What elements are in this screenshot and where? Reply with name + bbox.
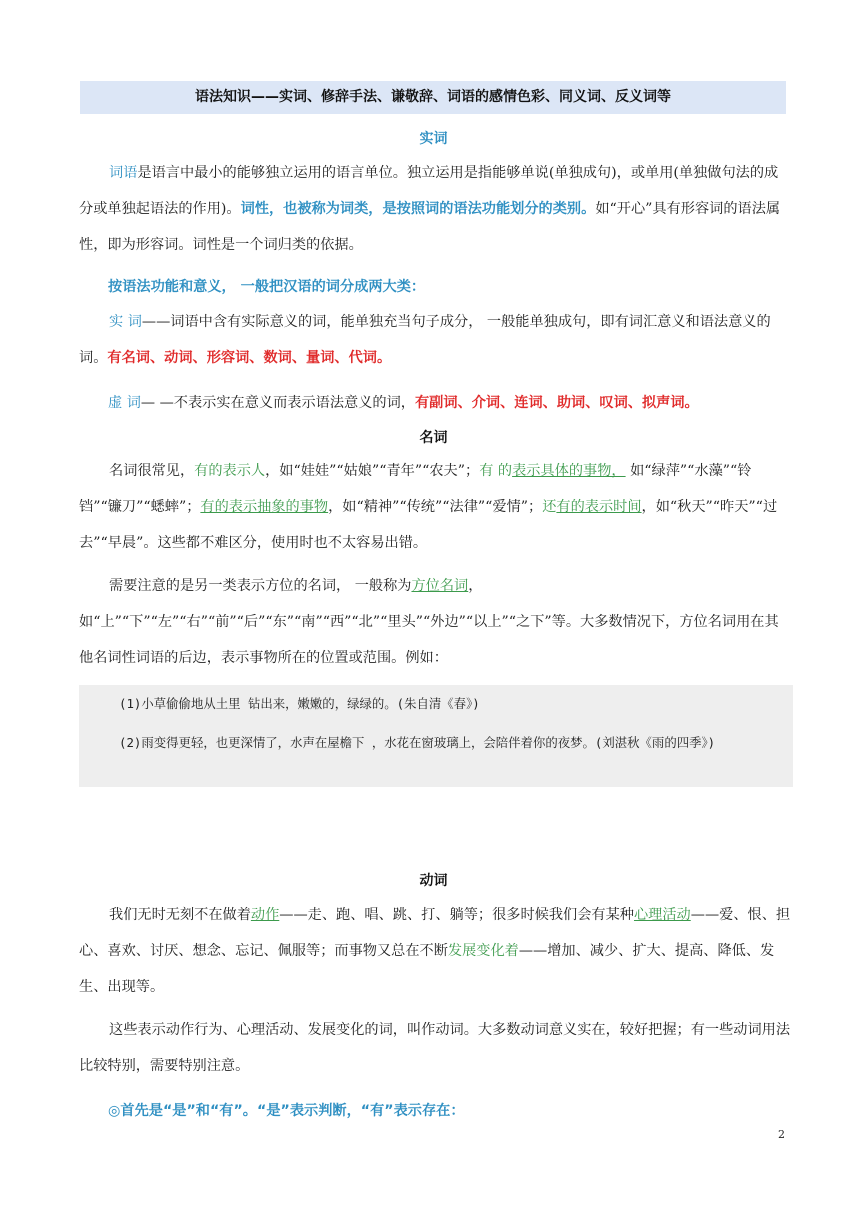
highlight-dongzuo: 动作	[250, 907, 280, 923]
text: 如“绿萍”“水藻”“铃铛”“镰刀”“蟋蟀”；	[79, 463, 752, 515]
highlight-xinli: 心理活动	[633, 907, 691, 923]
text: 需要注意的是另一类表示方位的名词， 一般称为	[109, 578, 412, 594]
highlight-concrete: 表示具体的事物，	[512, 463, 626, 479]
highlight-fangwei: 方位名词	[411, 578, 469, 594]
text: ——增加、减少、扩大、提高、降低、发生、出现等。	[79, 943, 775, 995]
text: ——走、跑、唱、跳、打、躺等；很多时候我们会有某种	[279, 907, 634, 923]
text: 是语言中最小的能够独立运用的语言单位。独立运用是指能够单说(单独成句)，或单用(单独做句法的成分或单独起语法的作用)。	[79, 165, 779, 217]
mingci-paragraph-1	[79, 453, 791, 561]
shici-list: 有名词、动词、形容词、数词、量词、代词。	[107, 350, 392, 366]
shici-paragraph	[79, 155, 791, 263]
dongci-paragraph-2: 这些表示动作行为、心理活动、发展变化的词，叫作动词。大多数动词意义实在，较好把握；有一些动词用法比较特别，需要特别注意。	[79, 1022, 791, 1074]
highlight-hai: 还	[542, 499, 557, 515]
highlight-time: 有的表示时间	[556, 499, 642, 515]
text: — —不表示实在意义而表示语法意义的词，	[140, 395, 415, 411]
definition-cixing: 词性，也被称为词类，是按照词的语法功能划分的类别。	[240, 201, 596, 217]
example-quote-1: (1)小草偷偷地从土里 钻出来，嫩嫩的，绿绿的。(朱自清《春》)	[119, 696, 480, 711]
text: ——爱、恨、担心、喜欢、讨厌、想念、忘记、佩服等；而事物又总在不断	[79, 907, 791, 959]
section-heading-dongci: 动词	[419, 873, 448, 889]
text: ，如“上”“下”“左”“右”“前”“后”“东”“南”“西”“北”“里头”“外边”“以上”“之下”等。大多数情况下，方位名词用在其他名词性词语的后边，表示事物所在的位置或范围。例如：	[79, 578, 779, 666]
text: ——词语中含有实际意义的词，能单独充当句子成分， 一般能单独成句，即有词汇意义和语法意义的词。	[79, 314, 771, 366]
text: ，如“精神”“传统”“法律”“爱情”；	[328, 499, 543, 515]
classify-heading: 按语法功能和意义， 一般把汉语的词分成两大类：	[108, 279, 426, 295]
highlight-you: 有 的	[479, 463, 513, 479]
text: 如“开心”具有形容词的语法属性，即为形容词。词性是一个词归类的依据。	[79, 201, 781, 253]
mingci-paragraph-2	[79, 568, 791, 676]
page-header-title: 语法知识——实词、修辞手法、谦敬辞、词语的感情色彩、同义词、反义词等	[80, 81, 786, 114]
section-heading-mingci: 名词	[419, 430, 448, 446]
highlight-abstract: 有的表示抽象的事物	[200, 499, 329, 515]
highlight-person: 有的表示人	[194, 463, 266, 479]
highlight-fazhan: 发展变化着	[447, 943, 519, 959]
page-number: 2	[778, 1128, 785, 1141]
text: ，如“娃娃”“姑娘”“青年”“农夫”；	[265, 463, 480, 479]
text: 我们无时无刻不在做着	[109, 907, 251, 923]
text: 名词很常见，	[109, 463, 195, 479]
xuci-definition	[108, 392, 699, 412]
xuci-list: 有副词、介词、连词、助词、叹词、拟声词。	[414, 395, 699, 411]
shici-definition	[79, 304, 791, 376]
label-xuci: 虚 词	[108, 395, 141, 411]
dongci-note: ◎首先是“是”和“有”。“是”表示判断，“有”表示存在：	[108, 1103, 465, 1119]
example-quote-2: (2)雨变得更轻，也更深情了，水声在屋檐下 ，水花在窗玻璃上，会陪伴着你的夜梦。(刘湛秋《雨的四季》)	[119, 735, 716, 750]
section-heading-shici: 实词	[419, 131, 448, 147]
label-shici: 实 词	[109, 314, 142, 330]
term-ciyu: 词语	[109, 165, 138, 181]
text: ，如“秋天”“昨天”“过去”“早晨”。这些都不难区分，使用时也不太容易出错。	[79, 499, 778, 551]
example-quote-box	[79, 685, 793, 787]
dongci-paragraph-1	[79, 897, 791, 1005]
